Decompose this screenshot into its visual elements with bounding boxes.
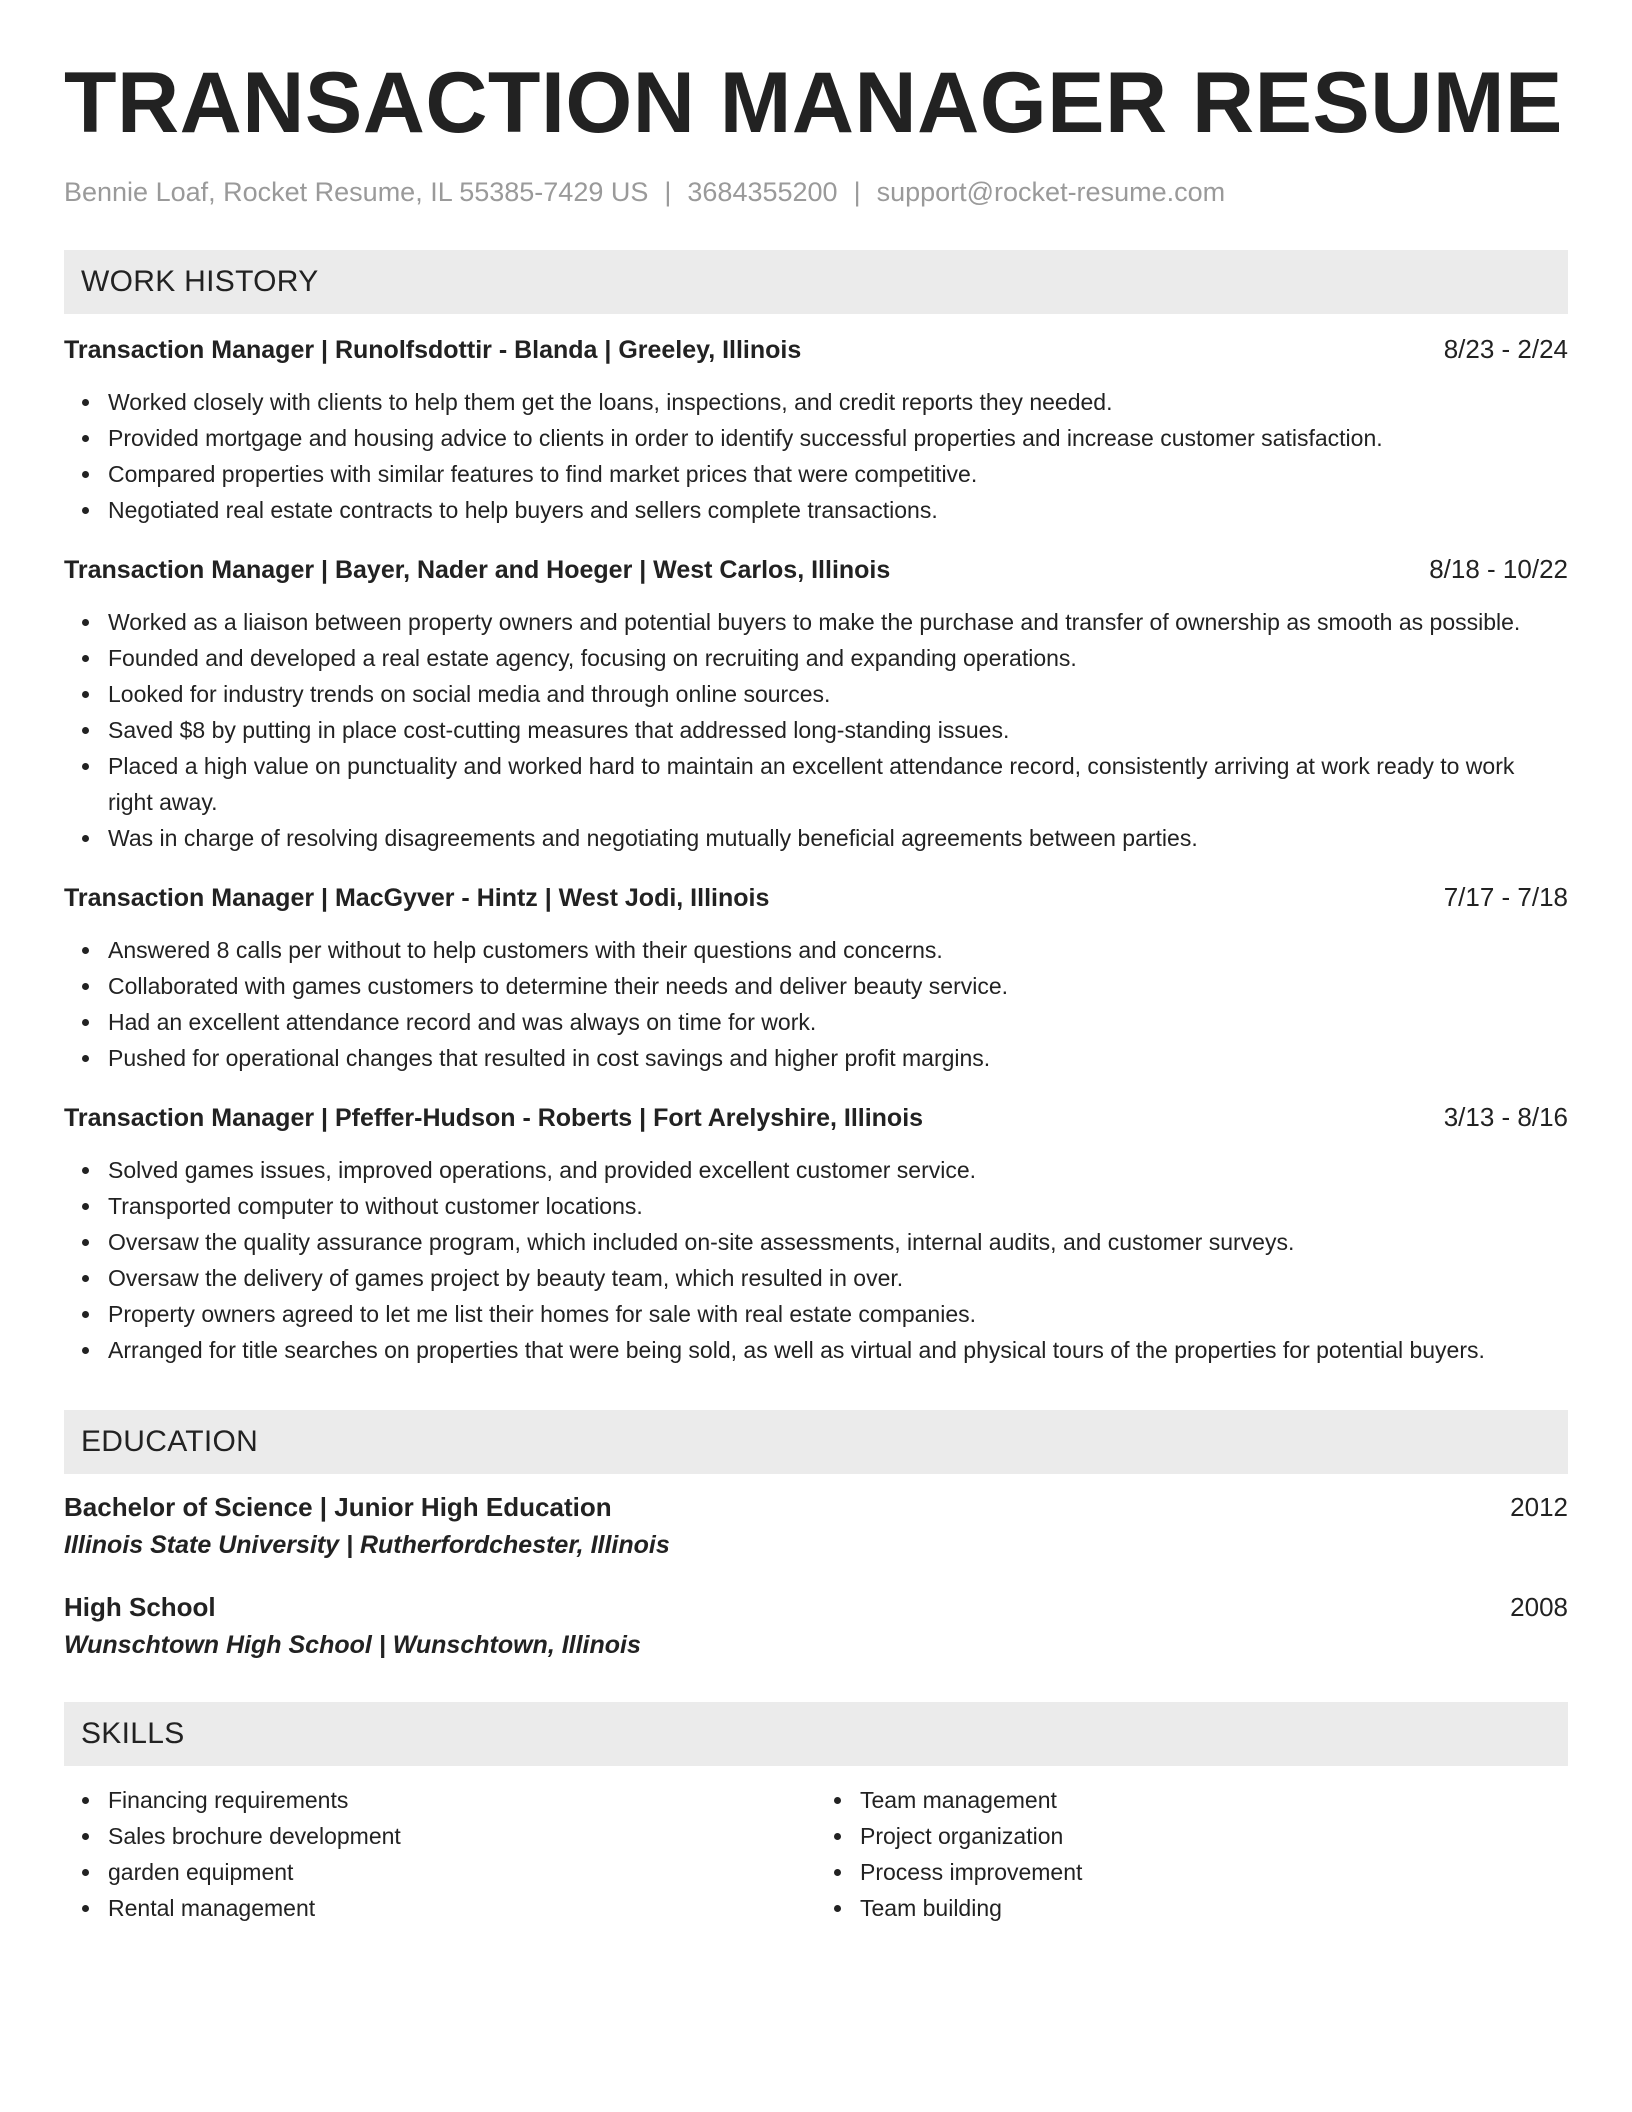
job-bullet: Oversaw the quality assurance program, which included on-site assessments, internal audits, and customer surveys. — [108, 1224, 1568, 1260]
job-title: Transaction Manager | Pfeffer-Hudson - Roberts | Fort Arelyshire, Illinois — [64, 1103, 924, 1132]
contact-phone: 3684355200 — [687, 176, 838, 207]
job-heading-row — [64, 554, 1568, 588]
education-year: 2012 — [1510, 1491, 1568, 1522]
work-history-header — [64, 250, 1568, 314]
skill-item: garden equipment — [108, 1854, 816, 1890]
job-dates: 7/17 - 7/18 — [1443, 881, 1568, 912]
job-dates: 3/13 - 8/16 — [1443, 1101, 1568, 1132]
job-bullets — [64, 932, 1568, 1076]
skill-item: Process improvement — [860, 1854, 1568, 1890]
education-degree: High School — [64, 1591, 216, 1622]
job-bullet: Worked closely with clients to help them get the loans, inspections, and credit reports they needed. — [108, 384, 1568, 420]
job-entry — [64, 554, 1568, 856]
job-bullet: Oversaw the delivery of games project by beauty team, which resulted in over. — [108, 1260, 1568, 1296]
education-school: Wunschtown High School | Wunschtown, Illinois — [64, 1630, 641, 1659]
job-bullet: Compared properties with similar features to find market prices that were competitive. — [108, 456, 1568, 492]
job-bullet: Pushed for operational changes that resulted in cost savings and higher profit margins. — [108, 1040, 1568, 1076]
skill-item: Team management — [860, 1782, 1568, 1818]
education-header — [64, 1410, 1568, 1474]
job-entry — [64, 1102, 1568, 1368]
skills-header — [64, 1702, 1568, 1766]
job-entry — [64, 334, 1568, 528]
skills-list — [64, 1782, 1568, 1926]
job-bullet: Provided mortgage and housing advice to clients in order to identify successful properties and increase customer satisfaction. — [108, 420, 1568, 456]
job-bullet: Worked as a liaison between property owners and potential buyers to make the purchase and transfer of ownership as smooth as possible. — [108, 604, 1568, 640]
education-heading-row — [64, 1492, 1568, 1523]
job-dates: 8/23 - 2/24 — [1443, 333, 1568, 364]
skill-item: Financing requirements — [108, 1782, 816, 1818]
job-bullet: Had an excellent attendance record and was always on time for work. — [108, 1004, 1568, 1040]
section-heading: EDUCATION — [81, 1424, 259, 1458]
job-bullet: Looked for industry trends on social media and through online sources. — [108, 676, 1568, 712]
job-bullet: Property owners agreed to let me list their homes for sale with real estate companies. — [108, 1296, 1568, 1332]
skills-column-left — [64, 1782, 816, 1926]
job-bullet: Solved games issues, improved operations, and provided excellent customer service. — [108, 1152, 1568, 1188]
skill-item: Rental management — [108, 1890, 816, 1926]
skill-item: Sales brochure development — [108, 1818, 816, 1854]
job-heading-row — [64, 334, 1568, 368]
contact-address: Bennie Loaf, Rocket Resume, IL 55385-7429 US — [64, 176, 649, 207]
education-entry — [64, 1492, 1568, 1560]
job-heading-row — [64, 882, 1568, 916]
education-heading-row — [64, 1592, 1568, 1623]
job-title: Transaction Manager | MacGyver - Hintz | West Jodi, Illinois — [64, 883, 770, 912]
job-dates: 8/18 - 10/22 — [1429, 553, 1568, 584]
education-school: Illinois State University | Rutherfordchester, Illinois — [64, 1530, 670, 1559]
contact-line — [64, 177, 1568, 208]
job-bullet: Collaborated with games customers to determine their needs and deliver beauty service. — [108, 968, 1568, 1004]
job-bullet: Answered 8 calls per without to help customers with their questions and concerns. — [108, 932, 1568, 968]
job-bullet: Founded and developed a real estate agency, focusing on recruiting and expanding operations. — [108, 640, 1568, 676]
job-bullet: Saved $8 by putting in place cost-cutting measures that addressed long-standing issues. — [108, 712, 1568, 748]
education-degree: Bachelor of Science | Junior High Education — [64, 1491, 612, 1522]
education-entry — [64, 1592, 1568, 1660]
education-year: 2008 — [1510, 1591, 1568, 1622]
contact-email: support@rocket-resume.com — [876, 176, 1226, 207]
resume-title: TRANSACTION MANAGER RESUME — [64, 55, 1563, 151]
skills-column-right — [816, 1782, 1568, 1926]
job-bullets — [64, 604, 1568, 856]
job-bullet: Arranged for title searches on properties that were being sold, as well as virtual and physical tours of the properties for potential buyers. — [108, 1332, 1568, 1368]
job-bullets — [64, 384, 1568, 528]
job-bullet: Transported computer to without customer locations. — [108, 1188, 1568, 1224]
job-bullet: Placed a high value on punctuality and worked hard to maintain an excellent attendance record, consistently arriving at work ready to work right away. — [108, 748, 1568, 820]
job-bullet: Was in charge of resolving disagreements and negotiating mutually beneficial agreements between parties. — [108, 820, 1568, 856]
job-bullets — [64, 1152, 1568, 1368]
skill-item: Project organization — [860, 1818, 1568, 1854]
job-title: Transaction Manager | Bayer, Nader and Hoeger | West Carlos, Illinois — [64, 555, 891, 584]
job-heading-row — [64, 1102, 1568, 1136]
job-title: Transaction Manager | Runolfsdottir - Blanda | Greeley, Illinois — [64, 335, 802, 364]
job-bullet: Negotiated real estate contracts to help buyers and sellers complete transactions. — [108, 492, 1568, 528]
contact-separator: | — [664, 176, 672, 207]
skill-item: Team building — [860, 1890, 1568, 1926]
section-heading: WORK HISTORY — [81, 264, 319, 298]
section-heading: SKILLS — [81, 1716, 185, 1750]
job-entry — [64, 882, 1568, 1076]
contact-separator: | — [853, 176, 861, 207]
